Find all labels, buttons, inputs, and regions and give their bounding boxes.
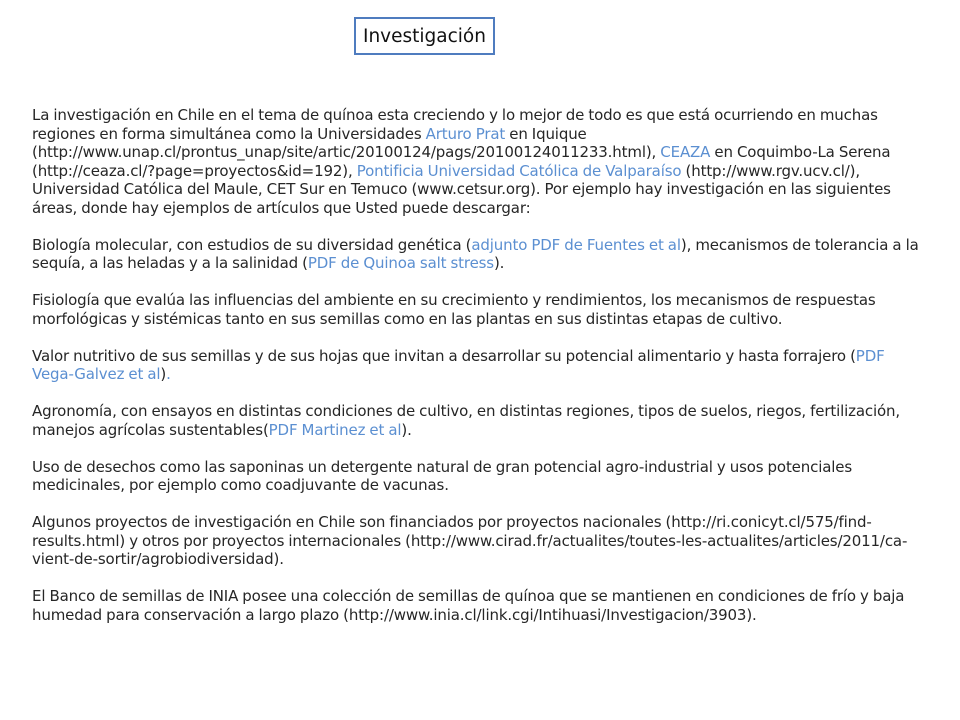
- molecular-text-1: Biología molecular, con estudios de su diversidad genética (: [32, 235, 472, 254]
- ceaza-link[interactable]: CEAZA: [660, 143, 711, 161]
- nutrition-text-1: Valor nutritivo de sus semillas y de sus hojas que invitan a desarrollar su potencial alimentario y hasta forrajero (: [32, 346, 856, 365]
- intro-text-2: en Iquique (http://www.unap.cl/prontus_unap/site/artic/20100124/pags/20100124011233.html),: [32, 124, 661, 161]
- agronomy-text-2: ).: [401, 420, 412, 439]
- molecular-biology-paragraph: [32, 236, 928, 273]
- intro-text-3: en Coquimbo-La Serena (http://ceaza.cl/?page=proyectos&id=192),: [32, 143, 891, 180]
- pucv-link[interactable]: Pontificia Universidad Católica de Valparaíso: [356, 161, 682, 180]
- nutrition-paragraph: [32, 347, 928, 384]
- seed-bank-paragraph: El Banco de semillas de INIA posee una colección de semillas de quínoa que se mantienen en condiciones de frío y baja humedad para conservación a largo plazo (http://www.inia.cl/link.cgi/Intihuasi/Investigacion/3903).: [32, 587, 905, 624]
- byproducts-paragraph: Uso de desechos como las saponinas un detergente natural de gran potencial agro-industrial y usos potenciales medicinales, por ejemplo como coadjuvante de vacunas.: [32, 457, 853, 494]
- funding-paragraph: Algunos proyectos de investigación en Chile son financiados por proyectos nacionales (http://ri.conicyt.cl/575/find-results.html) y otros por proyectos internacionales (http://www.cirad.fr/actualites/toutes-les-actualites/articles/2011/ca-vient-de-sortir/agrobiodiversidad).: [32, 513, 908, 568]
- physiology-paragraph: Fisiología que evalúa las influencias del ambiente en su crecimiento y rendimientos, los mecanismos de respuestas morfológicas y sistémicas tanto en sus semillas como en las plantas en sus distintas etapas de cultivo.: [32, 291, 876, 328]
- salt-stress-pdf-link[interactable]: PDF de Quinoa salt stress: [307, 254, 494, 272]
- nutrition-text-2: ): [160, 365, 167, 383]
- intro-text-1: La investigación en Chile en el tema de quínoa esta creciendo y lo mejor de todo es que está ocurriendo en muchas regiones en forma simultánea como la Universidades: [32, 106, 878, 143]
- vega-galvez-pdf-link[interactable]: PDF Vega-Galvez et al: [32, 346, 885, 383]
- body-text: [32, 106, 928, 643]
- fuentes-pdf-link[interactable]: adjunto PDF de Fuentes et al: [471, 235, 681, 254]
- intro-text-4: (http://www.rgv.ucv.cl/), Universidad Católica del Maule, CET Sur en Temuco (www.cetsur.org). Por ejemplo hay investigación en las siguientes áreas, donde hay ejemplos de artículos que Usted puede descargar:: [32, 161, 891, 217]
- molecular-text-2: ), mecanismos de tolerancia a la sequía, a las heladas y a la salinidad (: [32, 235, 919, 272]
- molecular-text-3: ).: [493, 254, 505, 272]
- intro-paragraph: [32, 106, 928, 217]
- arturo-prat-link[interactable]: Arturo Prat: [425, 124, 506, 143]
- slide-title: Investigación: [354, 17, 495, 55]
- nutrition-trailing-period: .: [166, 365, 171, 383]
- agronomy-paragraph: [32, 402, 928, 439]
- martinez-pdf-link[interactable]: PDF Martinez et al: [268, 420, 402, 439]
- agronomy-text-1: Agronomía, con ensayos en distintas condiciones de cultivo, en distintas regiones, tipos de suelos, riegos, fertilización, manejos agrícolas sustentables(: [32, 402, 901, 439]
